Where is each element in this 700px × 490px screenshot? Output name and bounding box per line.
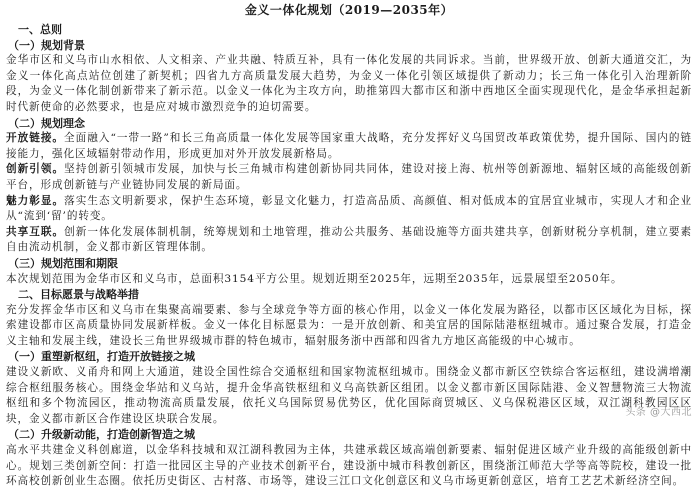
subsection-heading-concept: （二）规划理念 (8, 116, 85, 130)
paragraph-scope: 本次规划范围为金华市区和义乌市，总面积3154平方公里。规划近期至2025年，远期至2035年，远景展望至2050年。 (6, 272, 623, 285)
paragraph-charm (6, 194, 692, 225)
text-open-link: 全面融入“一带一路”和长三角高质量一体化发展等国家重大战略，充分发挥好义乌国贸改革政策优势，提升国际、国内的链接能力，强化区域辐射带动作用，形成更加对外开放发展新格局。 (6, 132, 693, 160)
subsection-heading-innovation-city: （二）升级新动能，打造创新智造之城 (8, 428, 195, 442)
paragraph-background: 金华市区和义乌市山水相依、人文相亲、产业共融、特质互补，具有一体化发展的共同诉求。当前，世界级开放、创新大通道交汇，为金义一体化高点站位创建了新契机；四省九方高质量发展大趋势，为金义一体化引领区域提供了新动力；长三角一体化引入治理新阶段，为金义一体化制创新带来了新示范。以金义一体化为主攻方向，助推第四大都市区和浙中西地区全面实现现代化，是金华承担起新时代新使命的必然要求，也是应对城市激烈竞争的迫切需要。 (6, 54, 692, 113)
lead-innovation: 创新引领。 (6, 163, 65, 176)
paragraph-innovation (6, 162, 692, 193)
paragraph-innovation-city: 高水平共建金义科创廊道，以金华科技城和双江湖科教园为主体，共建承载区域高端创新要素、辐射促进区域产业升级的高能级创新中心。规划三类创新空间：打造一批园区主导的产业技术创新平台，建设浙中城市科教创新区，围绕浙江师范大学等高等院校，建设一批环高校创新创业生态圈。依托历史街区、古村落、市场等，建设三江口文化创意区和义乌市场更新创意区，培育工艺艺术新经济空间。 (6, 444, 692, 488)
paragraph-hub: 建设义新欧、义甬舟和网上大通道，建设全国性综合交通枢纽和国家物流枢纽城市。围绕金义都市新区空铁综合客运枢纽，建设满增潮综合枢纽服务核心。围绕金华站和义乌站，提升金华高铁枢纽和义乌高铁新区组团。以金义都市新区国际陆港、金义智慧物流三大物流枢纽和多个物流园区，推动物流高质量发展，依托义乌国际贸易优势区，优化国际商贸城区、义乌保税港区区域，双江湖科教园区区块，金义都市新区合作建设区块联合发展。 (6, 366, 692, 425)
lead-open-link: 开放链接。 (6, 132, 65, 145)
section-heading-general: 一、总则 (18, 23, 62, 36)
subsection-heading-scope: （三）规划范围和期限 (8, 256, 118, 270)
document-title: 金义一体化规划（2019—2035年） (244, 3, 454, 17)
paragraph-open-link (6, 131, 692, 162)
paragraph-sharing (6, 225, 692, 256)
text-sharing: 创新一体化发展体制机制，统筹规划和土地管理，推动公共服务、基础设施等方面共建共享，创新财税分享机制，建立要素自由流动机制，金义都市新区管理体制。 (6, 225, 692, 254)
watermark: 头条 @大西北 (625, 407, 692, 419)
paragraph-goals: 充分发挥金华市区和义乌市在集聚高端要素、参与全球竞争等方面的核心作用，以金义一体化发展为路径，以都市区区域化为目标，探索建设都市区高质量协同发展新样板。金义一体化目标愿景为：一是开放创新、和美宜居的国际陆港枢纽城市。通过聚合发展，打造金义主轴和发展主线，建设长三角世界级城市群的特色城市，辐射服务浙中西部和四省九方地区高能级的中心城市。 (6, 303, 692, 347)
lead-charm: 魅力彰显。 (6, 194, 65, 207)
text-charm: 落实生态文明新要求，保护生态环境，彰显文化魅力，打造高品质、高颜值、相对低成本的宜居宜业城市，实现人才和企业从“流到‘留’的转变。 (6, 194, 692, 223)
lead-sharing: 共享互联。 (6, 225, 65, 238)
text-innovation: 坚持创新引领城市发展，加快与长三角城市构建创新协同共同体，建设对接上海、杭州等创新源地、辐射区域的高能级创新平台，形成创新链与产业链协同发展的新局面。 (6, 163, 692, 191)
document-page (6, 0, 693, 488)
subsection-heading-background: （一）规划背景 (8, 38, 85, 52)
section-heading-goals: 二、目标愿景与战略举措 (18, 288, 139, 302)
subsection-heading-hub: （一）重塑新枢纽，打造开放链接之城 (8, 350, 195, 364)
